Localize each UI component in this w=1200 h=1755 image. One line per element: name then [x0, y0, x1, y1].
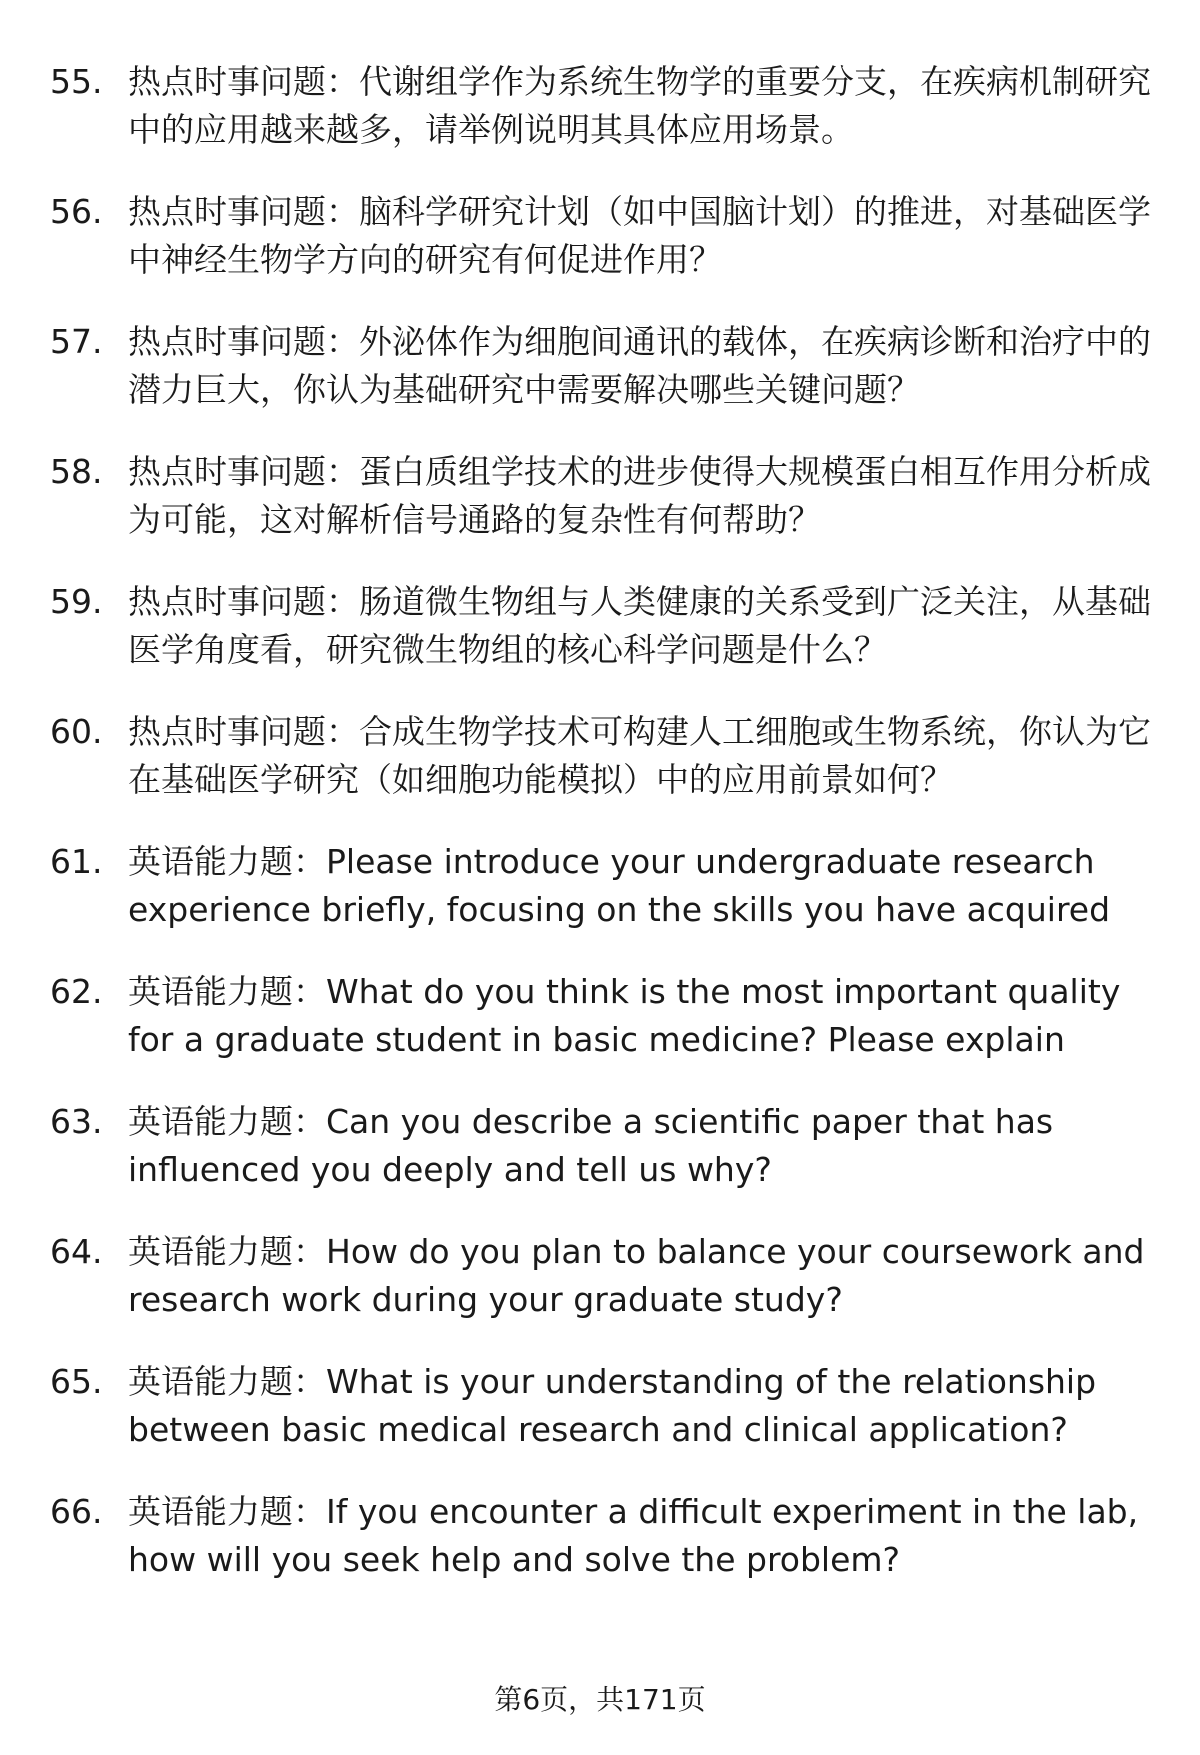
question-category: 热点时事问题： [128, 192, 359, 231]
question-text: 蛋白质组学技术的进步使得大规模蛋白相互作用分析成为可能，这对解析信号通路的复杂性有何帮助？ [128, 452, 1151, 539]
question-item-62 [50, 968, 1160, 1064]
question-text: How do you plan to balance your coursework and research work during your graduate study? [128, 1232, 1145, 1319]
question-text: 合成生物学技术可构建人工细胞或生物系统，你认为它在基础医学研究（如细胞功能模拟）中的应用前景如何？ [128, 712, 1151, 799]
question-item-66 [50, 1488, 1160, 1584]
question-item-56 [50, 188, 1160, 284]
question-number: 59. [50, 582, 103, 621]
question-category: 英语能力题： [128, 1362, 326, 1401]
question-item-57 [50, 318, 1160, 414]
question-number: 64. [50, 1232, 103, 1271]
question-text: 代谢组学作为系统生物学的重要分支，在疾病机制研究中的应用越来越多，请举例说明其具体应用场景。 [128, 62, 1151, 149]
question-number: 65. [50, 1362, 103, 1401]
question-item-61 [50, 838, 1160, 934]
question-body [128, 1228, 1160, 1324]
page-number-label: 第6页，共171页 [494, 1683, 706, 1716]
question-category: 英语能力题： [128, 842, 326, 881]
question-item-58 [50, 448, 1160, 544]
question-category: 英语能力题： [128, 1232, 326, 1271]
question-body [128, 578, 1160, 674]
question-text: Please introduce your undergraduate research experience briefly, focusing on the skills you have acquired [128, 842, 1111, 929]
question-body [128, 1098, 1160, 1194]
question-item-64 [50, 1228, 1160, 1324]
question-body [128, 838, 1160, 934]
question-list [50, 58, 1160, 1618]
question-category: 热点时事问题： [128, 452, 359, 491]
question-body [128, 1488, 1160, 1584]
question-item-59 [50, 578, 1160, 674]
question-text: 外泌体作为细胞间通讯的载体，在疾病诊断和治疗中的潜力巨大，你认为基础研究中需要解决哪些关键问题？ [128, 322, 1151, 409]
question-category: 英语能力题： [128, 1102, 326, 1141]
question-text: 脑科学研究计划（如中国脑计划）的推进，对基础医学中神经生物学方向的研究有何促进作用？ [128, 192, 1151, 279]
question-body [128, 448, 1160, 544]
question-number: 57. [50, 322, 103, 361]
question-category: 英语能力题： [128, 972, 326, 1011]
question-category: 热点时事问题： [128, 62, 359, 101]
question-item-55 [50, 58, 1160, 154]
question-body [128, 968, 1160, 1064]
question-text: If you encounter a difficult experiment in the lab, how will you seek help and solve the problem? [128, 1492, 1139, 1579]
question-number: 66. [50, 1492, 103, 1531]
question-item-65 [50, 1358, 1160, 1454]
question-body [128, 708, 1160, 804]
question-number: 63. [50, 1102, 103, 1141]
question-number: 55. [50, 62, 103, 101]
question-number: 60. [50, 712, 103, 751]
question-body [128, 58, 1160, 154]
question-category: 英语能力题： [128, 1492, 326, 1531]
question-text: 肠道微生物组与人类健康的关系受到广泛关注，从基础医学角度看，研究微生物组的核心科学问题是什么？ [128, 582, 1151, 669]
question-number: 61. [50, 842, 103, 881]
question-category: 热点时事问题： [128, 712, 359, 751]
question-text: What do you think is the most important quality for a graduate student in basic medicine? Please explain [128, 972, 1121, 1059]
question-number: 56. [50, 192, 103, 231]
question-item-60 [50, 708, 1160, 804]
question-text: Can you describe a scientific paper that has influenced you deeply and tell us why? [128, 1102, 1054, 1189]
question-text: What is your understanding of the relationship between basic medical research and clinical application? [128, 1362, 1097, 1449]
question-category: 热点时事问题： [128, 582, 359, 621]
question-body [128, 188, 1160, 284]
question-item-63 [50, 1098, 1160, 1194]
question-number: 62. [50, 972, 103, 1011]
question-category: 热点时事问题： [128, 322, 359, 361]
question-body [128, 318, 1160, 414]
question-number: 58. [50, 452, 103, 491]
page-footer [0, 1680, 1200, 1720]
question-body [128, 1358, 1160, 1454]
